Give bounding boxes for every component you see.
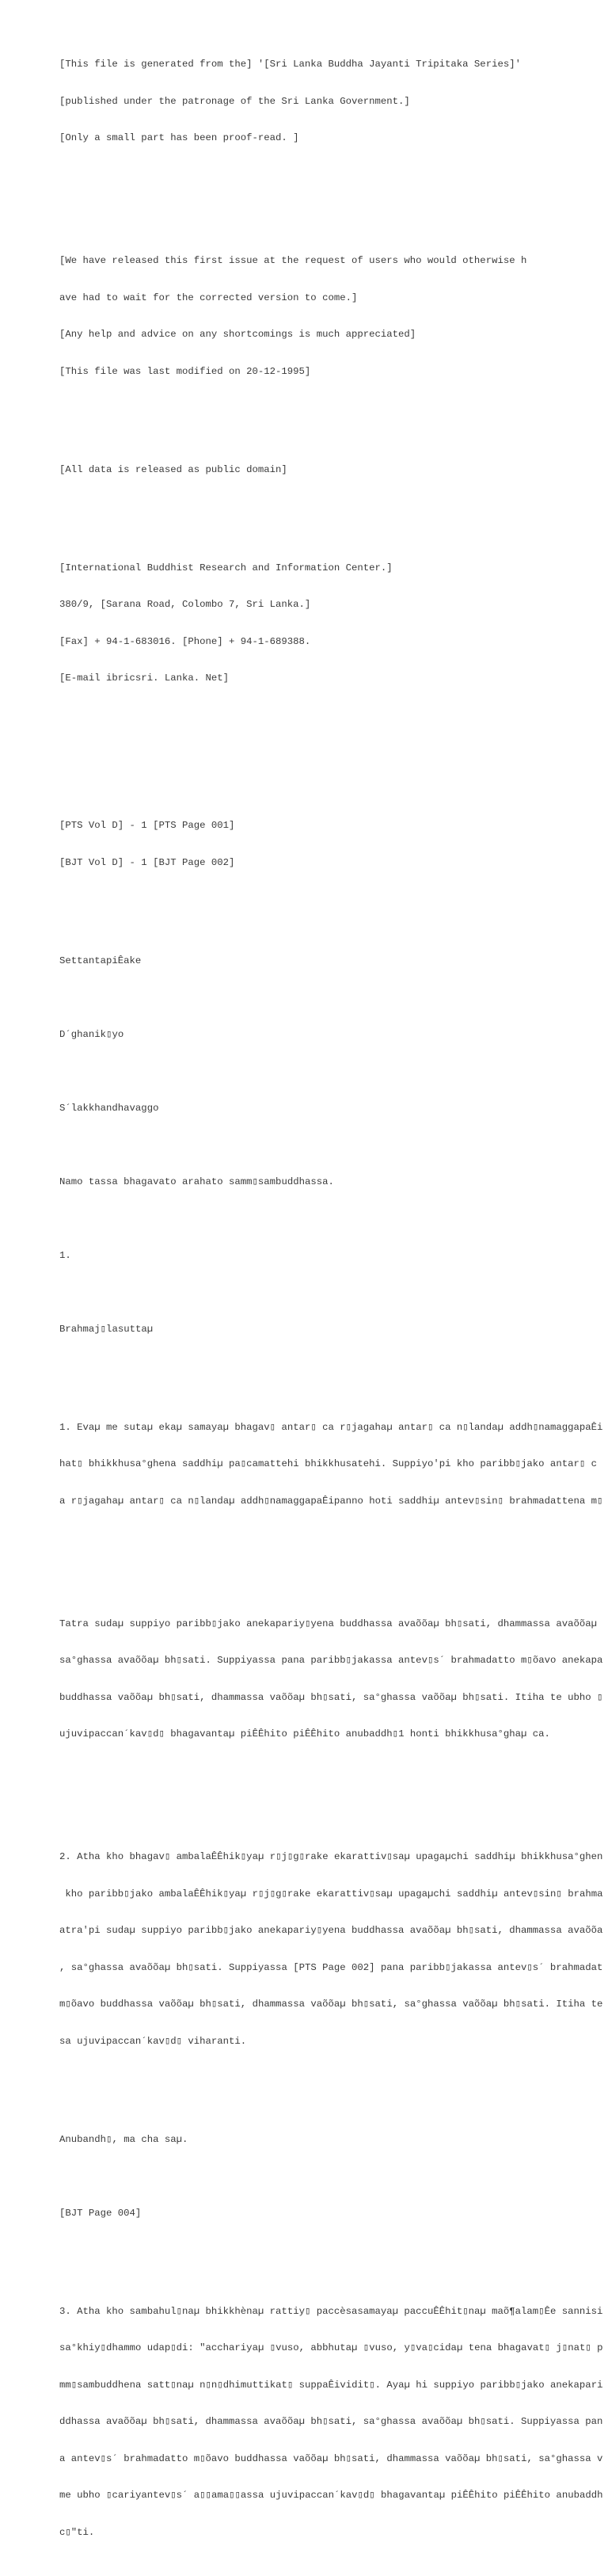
text-line: 3. Atha kho sambahul▯naµ bhikkhènaµ rattiy▯ paccèsasamayaµ paccuÊÊhit▯naµ maõ¶alam▯Êe sannisi — [59, 2305, 603, 2317]
paragraph-1 — [59, 1397, 608, 1533]
sutta-title: Brahmaj▯lasuttaµ — [59, 1323, 154, 1335]
paragraph-2 — [59, 1594, 608, 1766]
text-line: [Fax] + 94-1-683016. [Phone] + 94-1-689388. — [59, 635, 311, 647]
text-line: [We have released this first issue at the request of users who would otherwise h — [59, 255, 527, 266]
vagga-heading: S´lakkhandhavaggo — [59, 1102, 159, 1114]
text-line: [Only a small part has been proof-read. ] — [59, 132, 299, 143]
text-line: [published under the patronage of the Sri Lanka Government.] — [59, 95, 410, 107]
text-line: 380/9, [Sarana Road, Colombo 7, Sri Lanka.] — [59, 599, 311, 610]
paragraph-3 — [59, 1827, 608, 2072]
paragraph-4 — [59, 2281, 608, 2564]
text-line: sa ujuvipaccan´kav▯d▯ viharanti. — [59, 2035, 247, 2047]
text-line: ujuvipaccan´kav▯d▯ bhagavantaµ piÊÊhito piÊÊhito anubaddh▯1 honti bhikkhusa°ghaµ ca. — [59, 1728, 550, 1740]
text-line: , sa°ghassa avaõõaµ bh▯sati. Suppiyassa [PTS Page 002] pana paribb▯jakassa antev▯s´ brahmadat — [59, 1961, 603, 1973]
text-line: kho paribb▯jako ambalaÊÊhik▯yaµ r▯j▯g▯rake ekarattiv▯saµ upagaµchi saddhiµ antev▯sin▯ brahma — [59, 1888, 603, 1900]
text-line: sa°ghassa avaõõaµ bh▯sati. Suppiyassa pana paribb▯jakassa antev▯s´ brahmadatto m▯õavo anekapa — [59, 1655, 603, 1666]
document-text — [59, 10, 608, 2576]
text-line: ddhassa avaõõaµ bh▯sati, dhammassa avaõõaµ bh▯sati, sa°ghassa avaõõaµ bh▯sati. Suppiyassa pan — [59, 2416, 603, 2427]
text-line: [E-mail ibricsri. Lanka. Net] — [59, 673, 230, 684]
pitaka-heading: SettantapiÊake — [59, 955, 142, 966]
text-line: [PTS Vol D] - 1 [PTS Page 001] — [59, 820, 235, 831]
release-note — [59, 231, 608, 402]
sutta-number: 1. — [59, 1249, 71, 1261]
nikaya-heading: D´ghanik▯yo — [59, 1028, 124, 1040]
text-line: a r▯jagahaµ antar▯ ca n▯landaµ addh▯namaggapaÊipanno hoti saddhiµ antev▯sin▯ brahmadattena m▯ — [59, 1495, 603, 1507]
text-line: mm▯sambuddhena satt▯naµ n▯n▯dhimuttikat▯ suppaÊividit▯. Ayaµ hi suppiyo paribb▯jako anekapari — [59, 2379, 603, 2391]
text-line: [Any help and advice on any shortcomings is much appreciated] — [59, 329, 416, 340]
page-references — [59, 795, 608, 894]
text-line: ave had to wait for the corrected version to come.] — [59, 292, 358, 303]
homage-line: Namo tassa bhagavato arahato samm▯sambuddhassa. — [59, 1176, 334, 1187]
bjt-page-ref: [BJT Page 004] — [59, 2207, 142, 2219]
text-line: 1. Evaµ me sutaµ ekaµ samayaµ bhagav▯ antar▯ ca r▯jagahaµ antar▯ ca n▯landaµ addh▯namaggapaÊi — [59, 1421, 603, 1433]
contact-block — [59, 538, 608, 710]
text-line: [International Buddhist Research and Information Center.] — [59, 562, 393, 574]
text-line: [This file is generated from the] '[Sri Lanka Buddha Jayanti Tripitaka Series]' — [59, 59, 521, 70]
public-domain-note: [All data is released as public domain] — [59, 463, 287, 475]
text-line: [This file was last modified on 20-12-1995] — [59, 365, 311, 377]
text-line: [BJT Vol D] - 1 [BJT Page 002] — [59, 856, 235, 868]
header-notice — [59, 34, 608, 170]
text-line: Tatra sudaµ suppiyo paribb▯jako anekapariy▯yena buddhassa avaõõaµ bh▯sati, dhammassa avaõõaµ — [59, 1618, 597, 1629]
text-line: c▯"ti. — [59, 2526, 95, 2538]
text-line: hat▯ bhikkhusa°ghena saddhiµ pa▯camattehi bhikkhusatehi. Suppiyo'pi kho paribb▯jako antar▯ c — [59, 1458, 597, 1469]
text-line: buddhassa vaõõaµ bh▯sati, dhammassa vaõõaµ bh▯sati, sa°ghassa vaõõaµ bh▯sati. Itiha te ubho ▯ — [59, 1691, 603, 1703]
text-line: m▯õavo buddhassa vaõõaµ bh▯sati, dhammassa vaõõaµ bh▯sati, sa°ghassa vaõõaµ bh▯sati. Itiha te — [59, 1999, 603, 2010]
text-line: 2. Atha kho bhagav▯ ambalaÊÊhik▯yaµ r▯j▯g▯rake ekarattiv▯saµ upagaµchi saddhiµ bhikkhusa°ghen — [59, 1851, 603, 1862]
text-line: me ubho ▯cariyantev▯s´ a▯▯ama▯▯assa ujuvipaccan´kav▯d▯ bhagavantaµ piÊÊhito piÊÊhito anubaddh — [59, 2490, 603, 2501]
text-line: a antev▯s´ brahmadatto m▯õavo buddhassa vaõõaµ bh▯sati, dhammassa vaõõaµ bh▯sati, sa°ghassa v — [59, 2452, 603, 2464]
text-line: sa°khiy▯dhammo udap▯di: "acchariyaµ ▯vuso, abbhutaµ ▯vuso, y▯va▯cidaµ tena bhagavat▯ j▯nat▯ p — [59, 2342, 603, 2353]
text-line: atra'pi sudaµ suppiyo paribb▯jako anekapariy▯yena buddhassa avaõõaµ bh▯sati, dhammassa avaõõa — [59, 1925, 603, 1936]
anubandha-note: Anubandh▯, ma cha saµ. — [59, 2133, 188, 2145]
